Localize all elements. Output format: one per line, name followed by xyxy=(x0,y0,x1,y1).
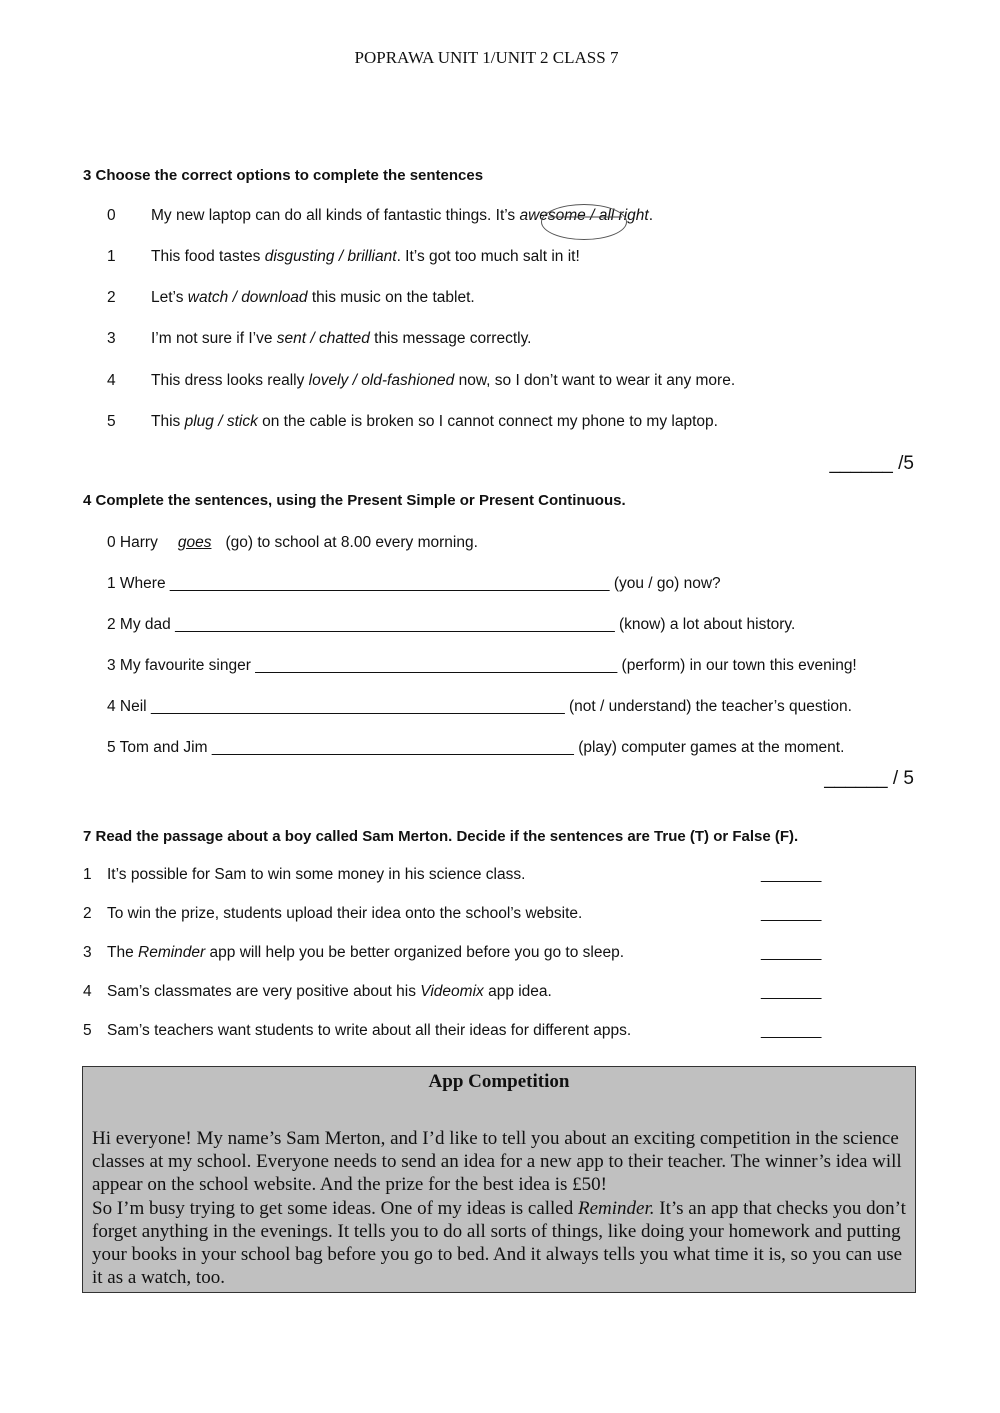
ex4-item-2 xyxy=(107,616,795,634)
item-number: 0 xyxy=(107,207,116,224)
ex4-item-4 xyxy=(107,698,852,716)
ex3-heading: 3 Choose the correct options to complete the sentences xyxy=(83,167,484,184)
item-text: (know) a lot about history. xyxy=(614,616,796,633)
item-text: (not / understand) the teacher’s question. xyxy=(564,698,852,715)
item-text: The xyxy=(107,944,139,961)
ex4-item-1 xyxy=(107,575,721,593)
option-choice[interactable]: watch / download xyxy=(187,289,308,306)
item-text: This dress looks really xyxy=(151,372,309,389)
item-text: (perform) in our town this evening! xyxy=(617,657,857,674)
item-text: . It’s got too much salt in it! xyxy=(396,248,580,265)
ex4-score[interactable]: ______ / 5 xyxy=(824,768,914,789)
app-name: Reminder xyxy=(138,944,206,961)
example-answer: goes xyxy=(177,534,212,551)
item-text: 3 My favourite singer xyxy=(107,657,256,674)
item-text: app idea. xyxy=(483,983,552,1000)
item-number: 4 xyxy=(83,983,92,1000)
ex3-item-5 xyxy=(107,413,718,431)
item-text: This xyxy=(151,413,185,430)
ex4-heading: 4 Complete the sentences, using the Present Simple or Present Continuous. xyxy=(83,492,626,509)
ex4-item-3 xyxy=(107,657,857,675)
option-choice[interactable]: sent / chatted xyxy=(276,330,370,347)
answer-circle xyxy=(541,204,627,240)
item-text: this message correctly. xyxy=(369,330,532,347)
item-number: 3 xyxy=(107,330,116,347)
item-number: 2 xyxy=(107,289,116,306)
answer-blank[interactable]: __________________________________________ xyxy=(255,657,618,674)
item-text: Sam’s teachers want students to write about all their ideas for different apps. xyxy=(107,1022,632,1039)
item-text: My new laptop can do all kinds of fantastic things. It’s xyxy=(151,207,520,224)
item-text: Sam’s classmates are very positive about his xyxy=(107,983,421,1000)
ex7-item-1 xyxy=(83,866,525,884)
tf-blank-5[interactable]: _______ xyxy=(761,1022,822,1039)
passage-paragraph-2 xyxy=(92,1197,907,1290)
page-title: POPRAWA UNIT 1/UNIT 2 CLASS 7 xyxy=(354,48,619,67)
app-name: Reminder. xyxy=(578,1197,655,1219)
answer-blank[interactable]: ________________________________________________ xyxy=(150,698,565,715)
item-text: (play) computer games at the moment. xyxy=(573,739,845,756)
ex3-score[interactable]: ______ /5 xyxy=(829,453,914,474)
item-text: (go) to school at 8.00 every morning. xyxy=(225,534,478,551)
tf-blank-2[interactable]: _______ xyxy=(761,905,822,922)
passage-text-run: So I’m busy trying to get some ideas. One of my ideas is called xyxy=(92,1197,578,1219)
ex3-item-3 xyxy=(107,330,531,348)
item-text: (you / go) now? xyxy=(609,575,721,592)
passage-box xyxy=(82,1066,916,1293)
option-choice[interactable]: plug / stick xyxy=(184,413,258,430)
ex4-example xyxy=(107,534,478,552)
item-number: 1 xyxy=(83,866,92,883)
item-text: 2 My dad xyxy=(107,616,176,633)
ex3-item-4 xyxy=(107,372,735,390)
item-number: 3 xyxy=(83,944,92,961)
item-number: 2 xyxy=(83,905,92,922)
ex7-item-2 xyxy=(83,905,582,923)
passage-title: App Competition xyxy=(428,1071,570,1092)
tf-blank-3[interactable]: _______ xyxy=(761,944,822,961)
item-number: 4 xyxy=(107,372,116,389)
ex4-item-5 xyxy=(107,739,844,757)
item-text: this music on the tablet. xyxy=(307,289,475,306)
answer-blank[interactable]: ___________________________________________________ xyxy=(169,575,610,592)
item-number: 5 xyxy=(107,413,116,430)
passage-paragraph-1: Hi everyone! My name’s Sam Merton, and I’d like to tell you about an exciting competition in the science classes at my school. Everyone needs to send an idea for a new app to their teacher. The winner’s idea will appear on the school website. And the prize for the best idea is £50! xyxy=(92,1128,902,1196)
strike-mark xyxy=(548,214,624,220)
passage-text-run: It’s an app that checks you don’t forget anything in the evenings. It tells you to do all sorts of things, like doing your homework and putting your books in your school bag before you go to bed. And it always tells you what time it is, so you can use it as a watch, too. xyxy=(92,1197,906,1289)
ex7-item-4 xyxy=(83,983,552,1001)
ex7-heading: 7 Read the passage about a boy called Sam Merton. Decide if the sentences are True (T) or False (F). xyxy=(83,828,799,845)
ex7-item-3 xyxy=(83,944,624,962)
item-text: I’m not sure if I’ve xyxy=(151,330,277,347)
item-text: 0 Harry xyxy=(107,534,158,551)
item-text: 5 Tom and Jim xyxy=(107,739,212,756)
ex3-item-1 xyxy=(107,248,580,266)
item-text: Let’s xyxy=(151,289,188,306)
item-number: 5 xyxy=(83,1022,92,1039)
item-text: app will help you be better organized before you go to sleep. xyxy=(205,944,624,961)
passage-text xyxy=(92,1127,907,1289)
item-text: This food tastes xyxy=(151,248,265,265)
tf-blank-4[interactable]: _______ xyxy=(761,983,822,1000)
option-choice[interactable]: disgusting / brilliant xyxy=(264,248,397,265)
item-text: To win the prize, students upload their idea onto the school’s website. xyxy=(107,905,583,922)
item-text: It’s possible for Sam to win some money in his science class. xyxy=(107,866,526,883)
ex3-item-2 xyxy=(107,289,475,307)
app-name: Videomix xyxy=(420,983,484,1000)
option-choice[interactable]: awesome / all right xyxy=(519,207,649,224)
tf-blank-1[interactable]: _______ xyxy=(761,866,822,883)
answer-blank[interactable]: __________________________________________ xyxy=(211,739,574,756)
item-text: now, so I don’t want to wear it any more. xyxy=(454,372,736,389)
item-number: 1 xyxy=(107,248,116,265)
item-text: . xyxy=(648,207,654,224)
answer-blank[interactable]: ___________________________________________________ xyxy=(175,616,615,633)
item-text: 4 Neil xyxy=(107,698,151,715)
option-choice[interactable]: lovely / old-fashioned xyxy=(308,372,455,389)
ex7-item-5 xyxy=(83,1022,631,1040)
item-text: 1 Where xyxy=(107,575,170,592)
item-text: on the cable is broken so I cannot connect my phone to my laptop. xyxy=(257,413,718,430)
